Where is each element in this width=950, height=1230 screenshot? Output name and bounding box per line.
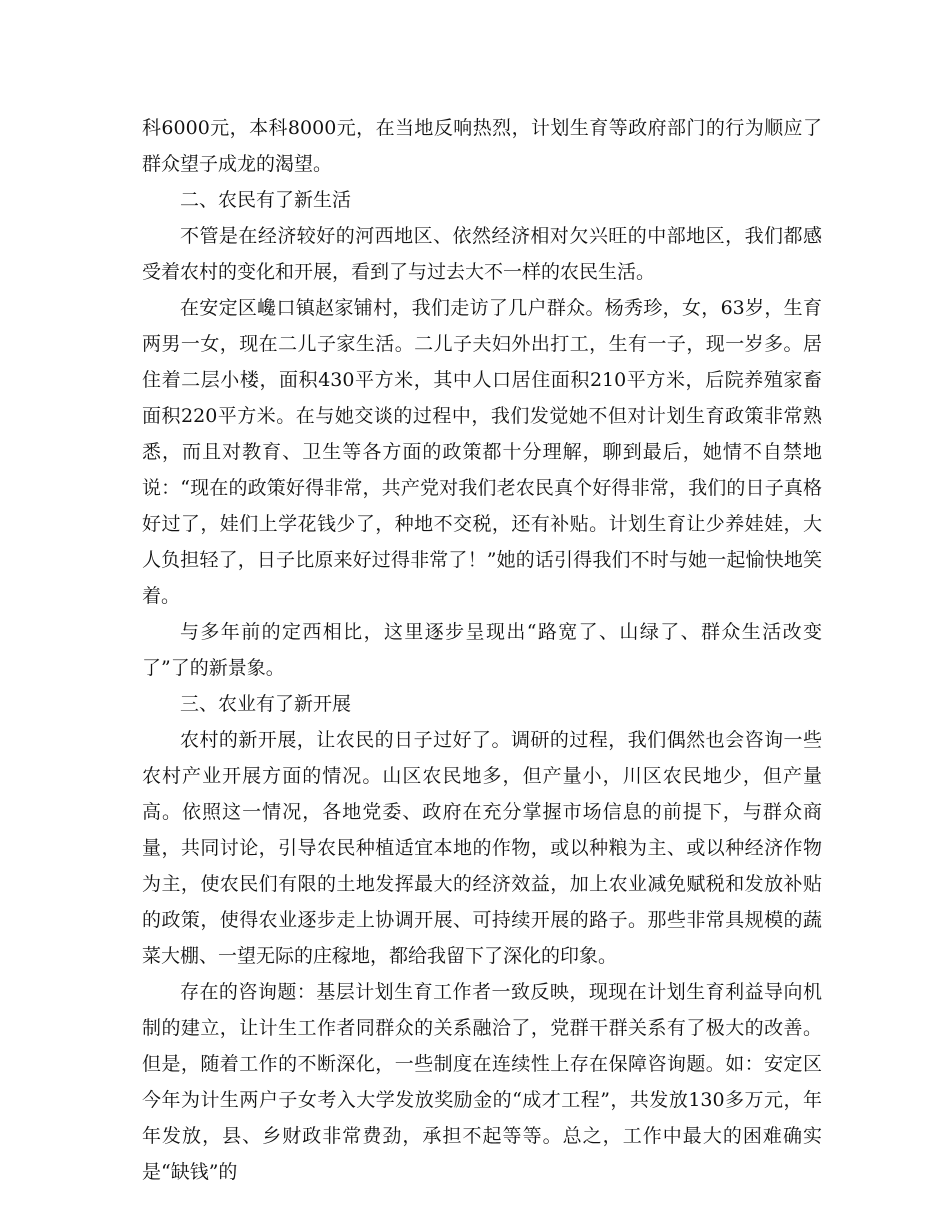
paragraph: 不管是在经济较好的河西地区、依然经济相对欠兴旺的中部地区，我们都感受着农村的变化和开展，看到了与过去大不一样的农民生活。 (142, 225, 822, 283)
paragraph: 存在的咨询题：基层计划生育工作者一致反映，现现在计划生育利益导向机制的建立，让计生工作者同群众的关系融洽了，党群干群关系有了极大的改善。但是，随着工作的不断深化，一些制度在连续性上存在保障咨询题。如：安定区今年为计生两户子女考入大学发放奖励金的“成才工程”，共发放130多万元，年年发放，县、乡财政非常费劲，承担不起等等。总之，工作中最大的困难确实是“缺钱”的 (142, 981, 822, 1183)
paragraph-continued: 科6000元，本科8000元，在当地反响热烈，计划生育等政府部门的行为顺应了群众望子成龙的渴望。 (142, 117, 822, 175)
paragraph: 农村的新开展，让农民的日子过好了。调研的过程，我们偶然也会咨询一些农村产业开展方面的情况。山区农民地多，但产量小，川区农民地少，但产量高。依照这一情况，各地党委、政府在充分掌握市场信息的前提下，与群众商量，共同讨论，引导农民种植适宜本地的作物，或以种粮为主、或以种经济作物为主，使农民们有限的土地发挥最大的经济效益，加上农业减免赋税和发放补贴的政策，使得农业逐步走上协调开展、可持续开展的路子。那些非常具规模的蔬菜大棚、一望无际的庄稼地，都给我留下了深化的印象。 (142, 729, 822, 967)
paragraph: 在安定区巉口镇赵家铺村，我们走访了几户群众。杨秀珍，女，63岁，生育两男一女，现在二儿子家生活。二儿子夫妇外出打工，生有一子，现一岁多。居住着二层小楼，面积430平方米，其中人口居住面积210平方米，后院养殖家畜面积220平方米。在与她交谈的过程中，我们发觉她不但对计划生育政策非常熟悉，而且对教育、卫生等各方面的政策都十分理解，聊到最后，她情不自禁地说：“现在的政策好得非常，共产党对我们老农民真个好得非常，我们的日子真格好过了，娃们上学花钱少了，种地不交税，还有补贴。计划生育让少养娃娃，大人负担轻了，日子比原来好过得非常了！”她的话引得我们不时与她一起愉快地笑着。 (142, 297, 822, 607)
paragraph: 与多年前的定西相比，这里逐步呈现出“路宽了、山绿了、群众生活改变了”了的新景象。 (142, 621, 822, 679)
section-heading-farmers-new-life: 二、农民有了新生活 (180, 189, 352, 211)
section-heading-agriculture-development: 三、农业有了新开展 (180, 693, 352, 715)
document-body (142, 110, 822, 1190)
